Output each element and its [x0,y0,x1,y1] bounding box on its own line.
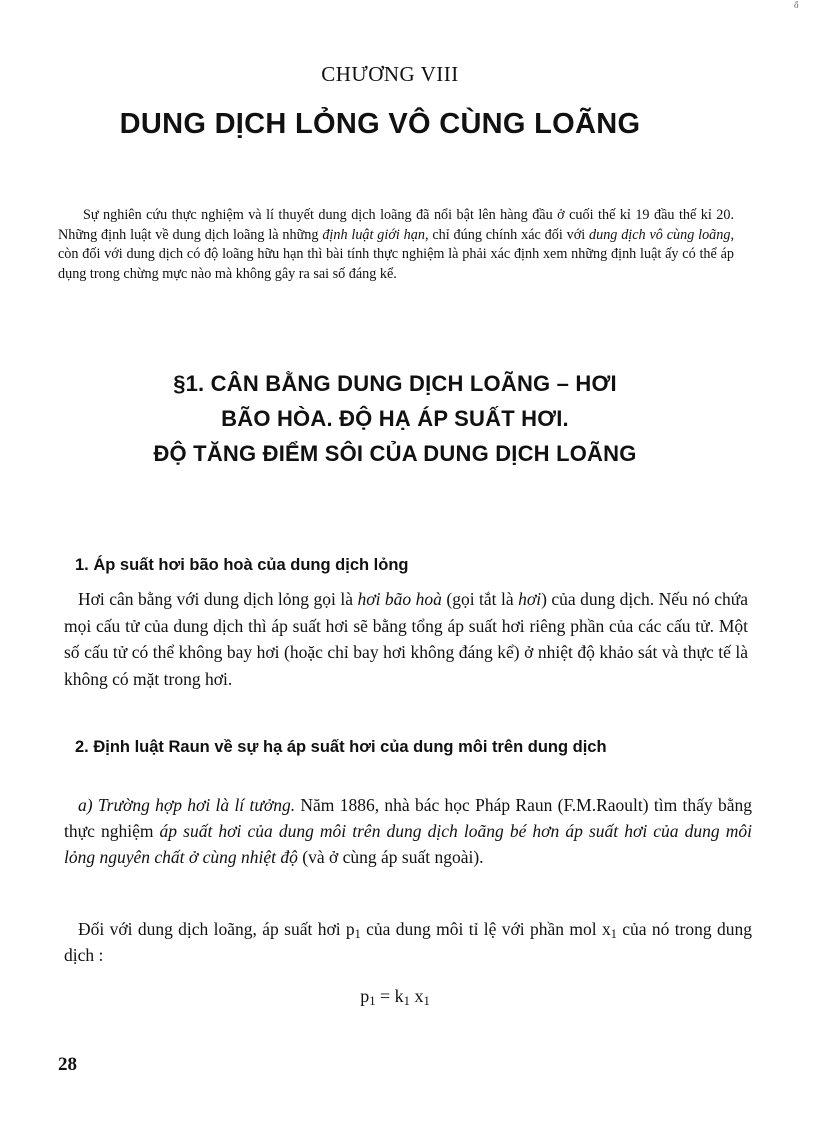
para1-emphasis-1: hơi bão hoà [357,589,442,609]
para1-text-2: (gọi tắt là [441,589,519,609]
corner-mark: ổ [794,0,799,10]
para2-emphasis-1: a) Trường hợp hơi là lí tưởng. [78,795,296,815]
intro-text-2: , chỉ đúng chính xác đối với [424,226,589,243]
para3-text-2: của dung môi tỉ lệ với phần mol x [360,919,611,939]
section-title-line-2: BÃO HÒA. ĐỘ HẠ ÁP SUẤT HƠI. [221,406,569,431]
para3-subscript-2: 1 [610,927,617,941]
para3-text-3: của nó trong dung dịch : [64,919,752,965]
para1-emphasis-2: hơi [518,589,542,609]
paragraph-raoult-ideal [64,792,752,870]
para2-emphasis-2: áp suất hơi của dung môi trên dung dịch loãng bé hơn áp suất hơi của dung môi lỏng nguyên chất ở cùng nhiệt độ [64,821,752,867]
intro-text-1: Sự nghiên cứu thực nghiệm và lí thuyết dung dịch loãng đã nổi bật lên hàng đầu ở cuối thế kỉ 19 đầu thế kỉ 20. Những định luật về dung dịch loãng là những [58,207,734,243]
formula-x: x [409,986,424,1006]
para2-text-2: (và ở cùng áp suất ngoài). [297,847,484,867]
formula-subscript-1: 1 [369,994,376,1008]
section-title-line-1: §1. CÂN BẰNG DUNG DỊCH LOÃNG – HƠI [173,371,617,396]
intro-paragraph [58,206,734,284]
para2-text-1: Năm 1886, nhà bác học Pháp Raun (F.M.Raoult) tìm thấy bằng thực nghiệm [64,795,752,841]
para1-text-1: Hơi cân bằng với dung dịch lỏng gọi là [78,589,358,609]
raoult-formula [0,986,790,1007]
para1-text-3: ) của dung dịch. Nếu nó chứa mọi cấu tử của dung dịch thì áp suất hơi sẽ bằng tổng áp suất hơi riêng phần của các cấu tử. Một số cấu tử có thể không bay hơi (hoặc chỉ bay hơi không đáng kể) ở nhiệt độ khảo sát và thực tế là không có mặt trong hơi. [64,589,749,689]
section-title [0,366,790,471]
formula-eq: = k [375,986,404,1006]
formula-subscript-2: 1 [403,994,410,1008]
page-number: 28 [58,1054,77,1075]
intro-emphasis-2: dung dịch vô cùng loãng [589,226,731,243]
subheading-raoult-law: 2. Định luật Raun về sự hạ áp suất hơi của dung môi trên dung dịch [75,738,607,756]
paragraph-vapor-pressure [64,586,748,692]
section-title-line-3: ĐỘ TĂNG ĐIỂM SÔI CỦA DUNG DỊCH LOÃNG [153,441,637,466]
intro-text-3: , còn đối với dung dịch có độ loãng hữu hạn thì bài tính thực nghiệm là phải xác định xem những định luật ấy có thể áp dụng trong chừng mực nào mà không gây ra sai số đáng kể. [58,226,735,282]
formula-p: p [360,986,370,1006]
chapter-label: CHƯƠNG VIII [321,62,459,86]
para3-text-1: Đối với dung dịch loãng, áp suất hơi p [78,919,355,939]
paragraph-mole-fraction [64,916,752,968]
chapter-title: DUNG DỊCH LỎNG VÔ CÙNG LOÃNG [119,108,641,140]
para3-subscript-1: 1 [354,927,361,941]
subheading-vapor-pressure: 1. Áp suất hơi bão hoà của dung dịch lỏng [75,556,409,574]
intro-emphasis-1: định luật giới hạn [322,226,425,243]
formula-subscript-3: 1 [423,994,430,1008]
